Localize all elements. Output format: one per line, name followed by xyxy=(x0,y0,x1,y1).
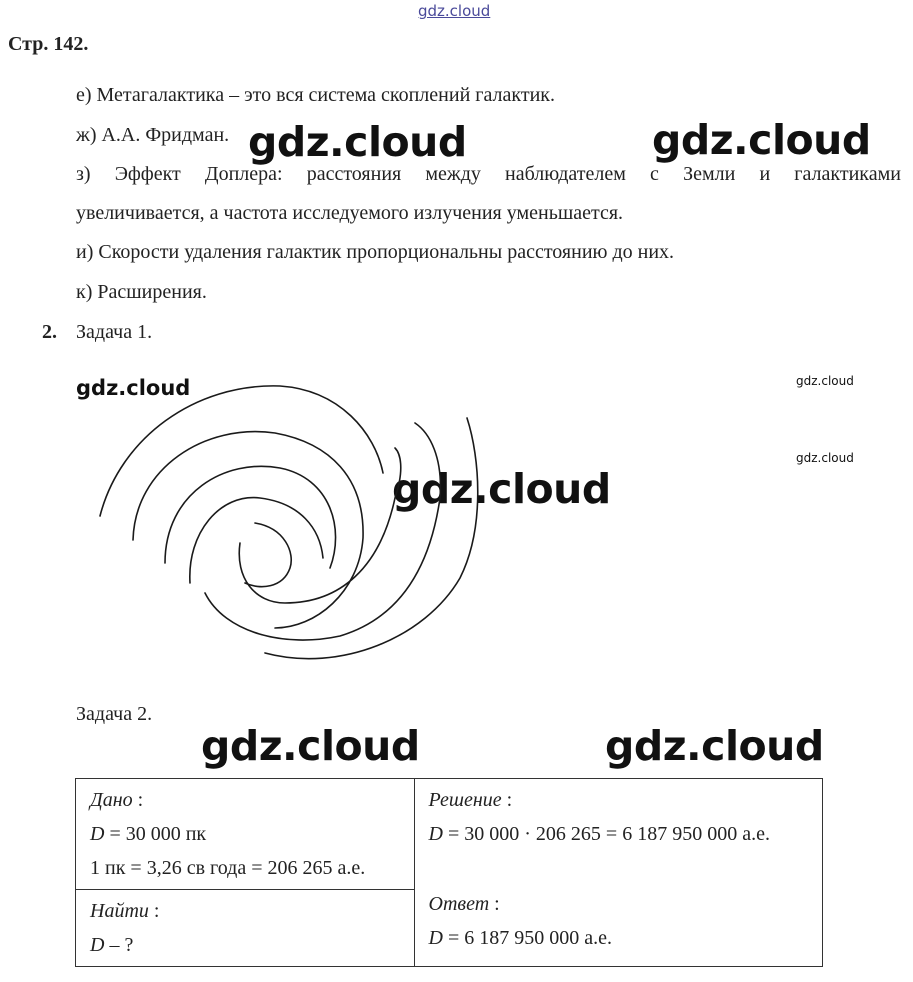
spiral-arm xyxy=(245,523,291,587)
given-cell xyxy=(76,779,415,890)
watermark: gdz.cloud xyxy=(605,722,824,770)
word: галактиками xyxy=(794,163,901,185)
find-cell xyxy=(76,890,415,967)
problem-1-title: Задача 1. xyxy=(76,321,153,343)
answer-line-z-cont: увеличивается, а частота исследуемого излучения уменьшается. xyxy=(76,202,624,224)
solution-cell xyxy=(414,779,822,967)
answer-line-e: е) Метагалактика – это вся система скоплений галактик. xyxy=(76,84,556,106)
spiral-arm xyxy=(133,432,363,628)
solution-heading: Решение : xyxy=(428,789,513,811)
word: Земли xyxy=(683,163,736,185)
word: и xyxy=(759,163,771,185)
solution-line: D = 30 000 · 206 265 = 6 187 950 000 а.е. xyxy=(428,823,770,845)
word: наблюдателем xyxy=(505,163,626,185)
task-number: 2. xyxy=(42,321,57,343)
answer-line-k: к) Расширения. xyxy=(76,281,207,303)
problem-2-title: Задача 2. xyxy=(76,703,153,725)
watermark-top: gdz.cloud xyxy=(418,2,491,20)
find-line: D – ? xyxy=(90,934,134,956)
page-number: Стр. 142. xyxy=(8,33,89,55)
spiral-arm xyxy=(205,423,440,640)
word: Эффект xyxy=(114,163,181,185)
watermark: gdz.cloud xyxy=(652,116,871,164)
answer-heading: Ответ : xyxy=(428,893,500,915)
watermark: gdz.cloud xyxy=(248,118,467,166)
given-solution-table xyxy=(75,778,823,967)
given-heading: Дано : xyxy=(90,789,144,811)
watermark: gdz.cloud xyxy=(796,374,854,388)
answer-line-zh: ж) А.А. Фридман. xyxy=(76,124,230,146)
answer-line: D = 6 187 950 000 а.е. xyxy=(428,927,613,949)
word: расстояния xyxy=(306,163,402,185)
watermark: gdz.cloud xyxy=(392,465,611,513)
spiral-galaxy-sketch xyxy=(95,378,495,668)
word: Доплера: xyxy=(204,163,283,185)
watermark: gdz.cloud xyxy=(76,376,191,400)
spiral-arm xyxy=(190,498,323,583)
spiral-arm xyxy=(100,386,383,516)
spiral-arm xyxy=(165,466,336,568)
find-heading: Найти : xyxy=(90,900,160,922)
answer-line-i: и) Скорости удаления галактик пропорциональны расстоянию до них. xyxy=(76,241,675,263)
word: между xyxy=(425,163,481,185)
answer-line-z xyxy=(76,163,901,186)
word: з) xyxy=(76,163,91,185)
given-line-parsec: 1 пк = 3,26 св года = 206 265 а.е. xyxy=(90,857,366,879)
given-line-distance: D = 30 000 пк xyxy=(90,823,207,845)
watermark: gdz.cloud xyxy=(796,451,854,465)
watermark: gdz.cloud xyxy=(201,722,420,770)
word: с xyxy=(650,163,659,185)
